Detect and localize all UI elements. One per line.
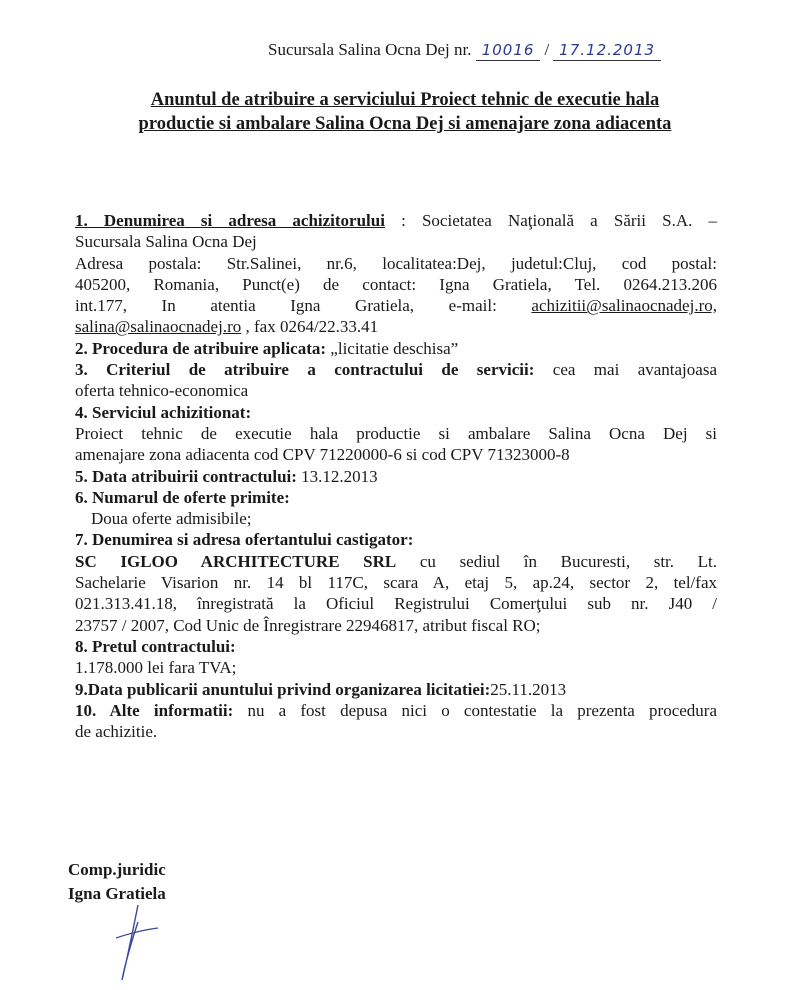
number-date-separator: /	[544, 40, 550, 59]
award-date: 13.12.2013	[296, 466, 378, 486]
section-10: 10. Alte informatii: nu a fost depusa nici o contestatie la prezenta procedura	[75, 700, 717, 720]
document-title	[40, 88, 770, 136]
email-achizitii-link[interactable]: achizitii@salinaocnadej.ro,	[531, 296, 717, 316]
handwritten-date: 17.12.2013	[553, 41, 661, 61]
section-3-label: 3. Criteriul de atribuire a contractului de servicii:	[75, 360, 535, 380]
section-6-label: 6. Numarul de oferte primite:	[75, 487, 290, 507]
section-5	[75, 466, 717, 487]
contract-price: 1.178.000 lei fara TVA;	[75, 658, 237, 678]
section-3: 3. Criteriul de atribuire a contractului de servicii: cea mai avantajoasa	[75, 360, 717, 380]
title-line-1: Anuntul de atribuire a serviciului Proiect tehnic de executie hala	[150, 90, 660, 110]
service-description-line-2: amenajare zona adiacenta cod CPV 71220000-6 si cod CPV 71323000-8	[75, 445, 570, 465]
registration-number	[268, 40, 661, 61]
section-3-line-2: oferta tehnico-economica	[75, 381, 249, 401]
registration-prefix: Sucursala Salina Ocna Dej nr.	[268, 40, 472, 59]
section-1-heading: 1. Denumirea si adresa achizitorului : Societatea Naţională a Sării S.A. –	[75, 211, 717, 230]
section-5-label: 5. Data atribuirii contractului:	[75, 466, 297, 486]
section-8-label: 8. Pretul contractului:	[75, 636, 236, 656]
section-9-label: 9.Data publicarii anuntului privind organizarea licitatiei:	[75, 679, 491, 699]
address-line-4	[75, 316, 717, 337]
handwritten-number: 10016	[476, 41, 541, 61]
winner-line-4: 23757 / 2007, Cod Unic de Înregistrare 22946817, atribut fiscal RO;	[75, 615, 541, 635]
title-line-2: productie si ambalare Salina Ocna Dej si amenajare zona adiacenta	[138, 114, 672, 134]
section-10-line-2: de achizitie.	[75, 722, 158, 742]
publication-date: 25.11.2013	[490, 679, 567, 699]
signature-block	[68, 858, 166, 906]
section-2	[75, 338, 717, 359]
winner-line-1: SC IGLOO ARCHITECTURE SRL cu sediul în Bucuresti, str. Lt.	[75, 551, 718, 571]
email-salina-link[interactable]: salina@salinaocnadej.ro	[75, 317, 242, 337]
section-4-label: 4. Serviciul achizitionat:	[75, 402, 252, 422]
section-10-label: 10. Alte informatii:	[75, 700, 234, 720]
procedure-type: „licitatie deschisa”	[326, 338, 459, 358]
section-9	[75, 679, 717, 700]
section-2-label: 2. Procedura de atribuire aplicata:	[75, 338, 327, 358]
section-1-label: 1. Denumirea si adresa achizitorului	[75, 211, 385, 230]
address-line-1: Adresa postala: Str.Salinei, nr.6, localitatea:Dej, judetul:Cluj, cod postal:	[75, 253, 717, 273]
fax-number: , fax 0264/22.33.41	[241, 317, 379, 337]
offers-received: Doua oferte admisibile;	[91, 509, 252, 529]
winner-line-3: 021.313.41.18, înregistrată la Oficiul Registrului Comerţului sub nr. J40 /	[75, 594, 717, 614]
document-body	[75, 210, 717, 742]
section-7-label: 7. Denumirea si adresa ofertantului castigator:	[75, 530, 414, 550]
handwritten-signature	[108, 900, 168, 985]
address-line-3: int.177, In atentia Igna Gratiela, e-mail: achizitii@salinaocnadej.ro,	[75, 296, 717, 316]
service-description-line-1: Proiect tehnic de executie hala productie si ambalare Salina Ocna Dej si	[75, 423, 717, 443]
buyer-name-line-2: Sucursala Salina Ocna Dej	[75, 232, 257, 252]
signatory-role: Comp.juridic	[68, 860, 166, 879]
address-line-2: 405200, Romania, Punct(e) de contact: Igna Gratiela, Tel. 0264.213.206	[75, 274, 717, 294]
signatory-name: Igna Gratiela	[68, 884, 166, 903]
winner-line-2: Sachelarie Visarion nr. 14 bl 117C, scara A, etaj 5, ap.24, sector 2, tel/fax	[75, 573, 717, 593]
buyer-name: Societatea Naţională a Sării S.A. –	[421, 211, 717, 230]
winner-company: SC IGLOO ARCHITECTURE SRL	[75, 551, 397, 571]
